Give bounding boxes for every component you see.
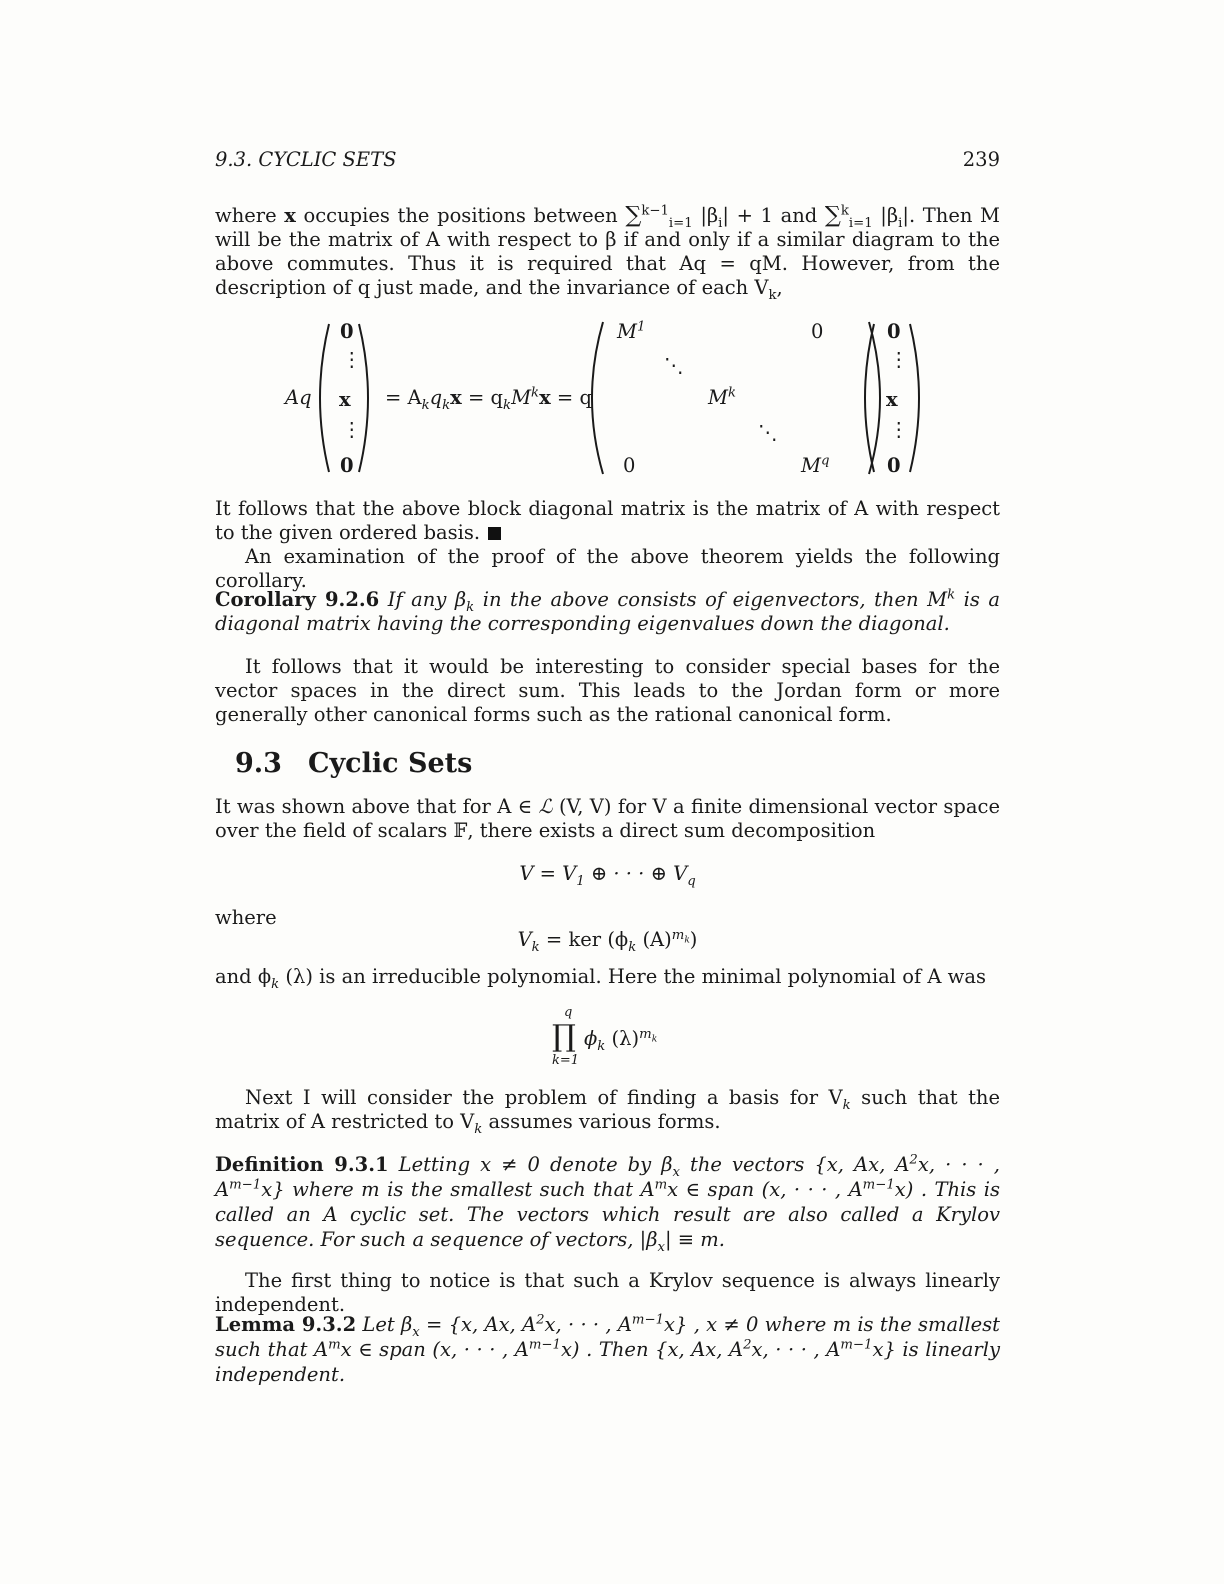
page: [215, 0, 1000, 1584]
equation-direct-sum: $V = V_1$ ⊕ · · · ⊕ $V_q$: [519, 862, 696, 889]
where-word: where: [215, 906, 277, 929]
product-symbol: ∏: [552, 1019, 576, 1054]
lemma-9-3-2: Lemma 9.3.2 Let $\beta_x = \{x$, Ax, $A^2x$, · · · , $A^{m-1}x$} , x ≠ 0 where m is the smallest such that $A^mx$ ∈ span (x, · · · , $A^{m-1}x$) . Then {x, Ax, $A^2x$, · · · , $A^{m-1}x$} is linearly independent.: [215, 1312, 1000, 1386]
paragraph-krylov: The first thing to notice is that such a Krylov sequence is always linearly independent.: [215, 1269, 1000, 1316]
running-title: 9.3. CYCLIC SETS: [215, 148, 397, 171]
equation-vk-kernel: $V_k$ = ker ($\phi_k$ $(A)^{m_k}$): [517, 927, 698, 955]
right-vector-parens: [860, 320, 940, 476]
page-number: 239: [962, 148, 1000, 171]
page-header: [215, 148, 1000, 172]
block-matrix-parens: [587, 320, 887, 476]
paragraph-irreducible: and $\phi_k$ (λ) is an irreducible polynomial. Here the minimal polynomial of A was: [215, 965, 986, 992]
paragraph-next-basis: Next I will consider the problem of finding a basis for $V_k$ such that the matrix of A restricted to $V_k$ assumes various forms.: [215, 1086, 1001, 1137]
sum-symbol: ∑: [625, 202, 642, 228]
section-heading: [235, 748, 472, 779]
section-number: 9.3: [235, 748, 282, 779]
paragraph-block-diagonal: It follows that the above block diagonal matrix is the matrix of A with respect to the given ordered basis.: [215, 497, 1000, 544]
paragraph-intro: where x occupies the positions between ∑$^{k-1}_{i=1}$ $|\beta_i| + 1$ and ∑$^k_{i=1}$ $|\beta_i|$. Then M will be the matrix of A with respect to β if and only if a similar diagram to the above commutes. Thus it is required that Aq = qM. However, from the description of q just made, and the invariance of each $V_k$,: [215, 202, 1001, 303]
definition-9-3-1: Definition 9.3.1 Letting x ≠ 0 denote by $\beta_x$ the vectors {x, Ax, $A^2x$, · · · , $A^{m-1}x$} where m is the smallest such that $A^mx$ ∈ span (x, · · · , $A^{m-1}x$) . This is called an A cyclic set. The vectors which result are also called a Krylov sequence. For such a sequence of vectors, $|\beta_x| \equiv m$.: [215, 1152, 1001, 1255]
paragraph-direct-sum: It was shown above that for A ∈ ℒ (V, V) for V a finite dimensional vector space over the field of scalars 𝔽, there exists a direct sum decomposition: [215, 795, 1000, 842]
block-diagonal-equation: Aq 0 ⋮ x ⋮ 0 = $A_kq_kx = q_kM^kx = q$ $M^1$ 0 ⋱ $M^k$ ⋱ 0 $M^q$ 0 ⋮ x ⋮ 0: [215, 318, 1000, 478]
paragraph-special-bases: It follows that it would be interesting to consider special bases for the vector spaces in the direct sum. This leads to the Jordan form or more generally other canonical forms such as the rational canonical form.: [215, 655, 1000, 726]
middle-expression: = $A_kq_kx = q_kM^kx = q$: [385, 385, 592, 413]
qed-square-icon: [488, 527, 501, 540]
corollary-9-2-6: Corollary 9.2.6 If any $\beta_k$ in the above consists of eigenvectors, then $M^k$ is a diagonal matrix having the corresponding eigenvalues down the diagonal.: [215, 587, 1000, 635]
section-title: Cyclic Sets: [308, 748, 473, 779]
equation-minimal-polynomial: q ∏ k=1 $\phi_k$ $(\lambda)^{m_k}$: [552, 1005, 658, 1068]
paragraph-examination: An examination of the proof of the above theorem yields the following corollary.: [215, 545, 1000, 592]
